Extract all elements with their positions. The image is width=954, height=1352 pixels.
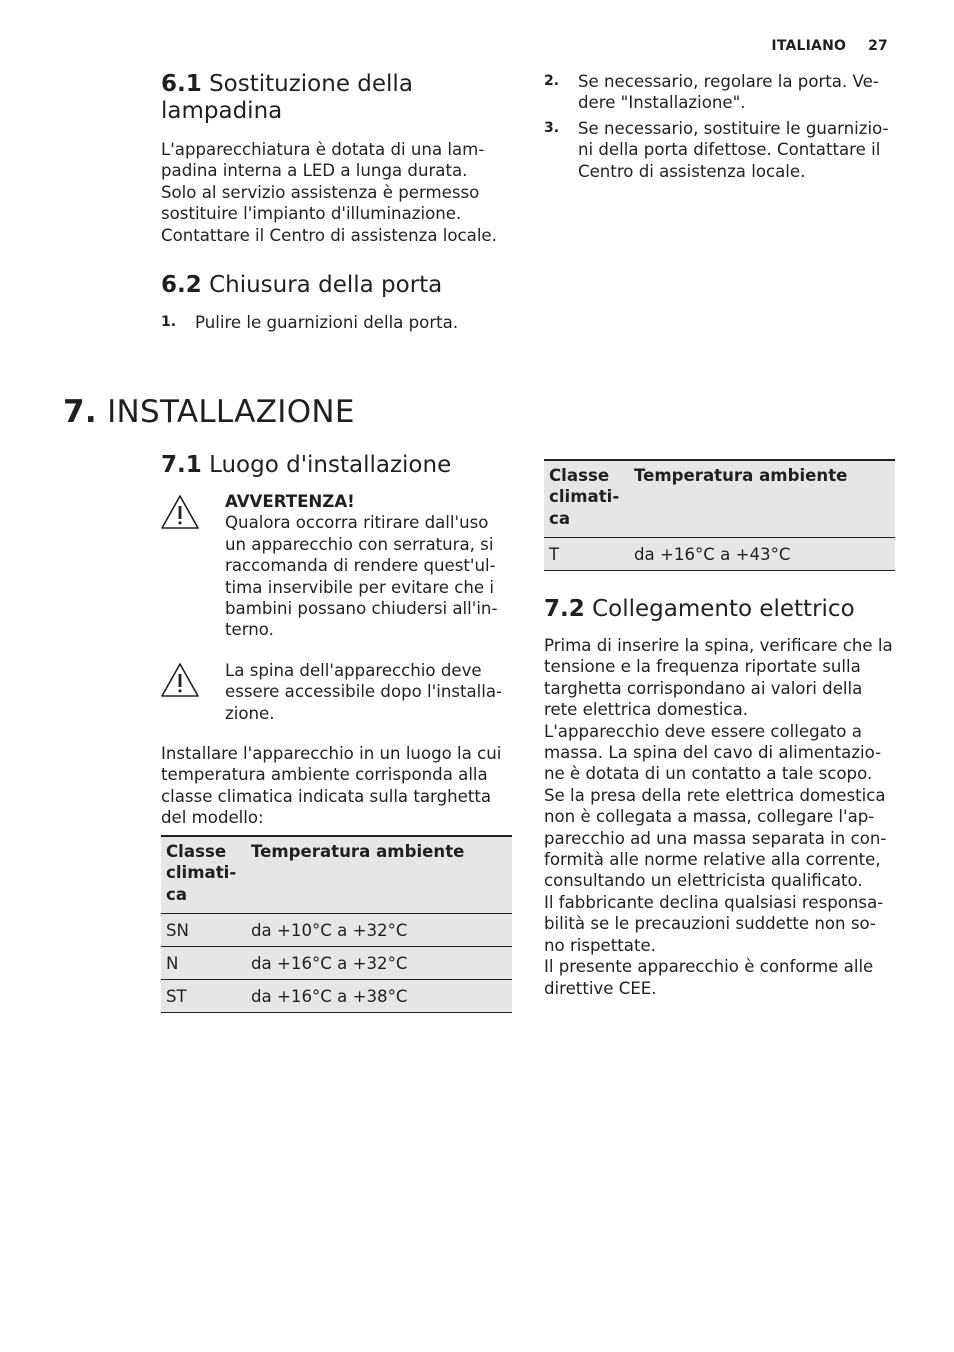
list-number: 2. xyxy=(544,73,560,89)
list-number: 1. xyxy=(161,314,177,330)
body-line: consultando un elettricista qualificato. xyxy=(544,871,863,891)
body-line: sostituire l'impianto d'illuminazione. xyxy=(161,204,462,224)
body-line: Installare l'apparecchio in un luogo la cui xyxy=(161,744,502,763)
column-header-temperature: Temperatura ambiente xyxy=(246,836,512,914)
cell-temperature: da +16°C a +43°C xyxy=(629,538,895,571)
warning-line: un apparecchio con serratura, si xyxy=(225,534,494,554)
body-line: L'apparecchiatura è dotata di una lam- xyxy=(161,140,485,159)
section-title: Chiusura della porta xyxy=(209,272,443,298)
climate-class-table xyxy=(161,835,512,1013)
warning-triangle-icon xyxy=(160,494,200,530)
cell-temperature: da +16°C a +38°C xyxy=(246,980,512,1013)
body-line: temperatura ambiente corrisponda alla xyxy=(161,765,488,785)
installation-intro xyxy=(161,743,501,829)
table-row xyxy=(161,914,512,947)
section-6-1-heading xyxy=(161,71,413,125)
list-number: 3. xyxy=(544,120,560,136)
table-row xyxy=(544,538,895,571)
warning-line: terno. xyxy=(225,620,274,640)
body-line: Se la presa della rete elettrica domestica xyxy=(544,785,886,805)
body-line: parecchio ad una massa separata in con- xyxy=(544,828,887,848)
caution-line: zione. xyxy=(225,703,275,723)
table-row xyxy=(161,980,512,1013)
body-line: Il presente apparecchio è conforme alle xyxy=(544,957,874,977)
body-line: del modello: xyxy=(161,808,264,828)
section-number: 6.1 xyxy=(161,71,202,97)
cell-class: T xyxy=(544,538,629,571)
chapter-heading xyxy=(63,394,355,430)
section-6-2-heading xyxy=(161,272,442,299)
body-line: Solo al servizio assistenza è permesso xyxy=(161,182,480,202)
section-title-line1: Sostituzione della xyxy=(209,71,413,97)
table-row xyxy=(161,947,512,980)
body-line: no rispettate. xyxy=(544,935,656,955)
section-title-line2: lampadina xyxy=(161,98,283,124)
list-text: Pulire le guarnizioni della porta. xyxy=(195,313,459,332)
warning-title: AVVERTENZA! xyxy=(225,492,355,511)
list-item xyxy=(544,118,904,184)
body-line: classe climatica indicata sulla targhetta xyxy=(161,786,492,806)
page-header xyxy=(771,38,888,54)
table-header-row xyxy=(544,460,895,538)
table-header-row xyxy=(161,836,512,914)
warning-line: Qualora occorra ritirare dall'uso xyxy=(225,513,489,533)
body-line: non è collegata a massa, collegare l'ap- xyxy=(544,807,875,827)
body-line: formità alle norme relative alla corrente, xyxy=(544,850,881,870)
section-number: 6.2 xyxy=(161,272,202,298)
section-6-1-body xyxy=(161,139,497,246)
body-line: ne è dotata di un contatto a tale scopo. xyxy=(544,764,873,784)
cell-class: SN xyxy=(161,914,246,947)
cell-class: N xyxy=(161,947,246,980)
header-language: ITALIANO xyxy=(771,38,847,54)
body-line: Prima di inserire la spina, verificare che la xyxy=(544,636,893,655)
column-header-temperature: Temperatura ambiente xyxy=(629,460,895,538)
warning-line: bambini possano chiudersi all'in- xyxy=(225,599,498,619)
section-number: 7.2 xyxy=(544,596,585,622)
body-line: L'apparecchio deve essere collegato a xyxy=(544,721,862,741)
chapter-title: INSTALLAZIONE xyxy=(107,394,355,430)
body-line: rete elettrica domestica. xyxy=(544,700,749,720)
column-header-class: Classe climati- ca xyxy=(161,836,246,914)
warning-block xyxy=(225,491,497,641)
cell-class: ST xyxy=(161,980,246,1013)
list-text: Se necessario, regolare la porta. Ve- xyxy=(578,72,879,91)
body-line: padina interna a LED a lunga durata. xyxy=(161,161,468,181)
section-7-2-body xyxy=(544,635,893,999)
section-title: Luogo d'installazione xyxy=(209,452,452,478)
list-text: dere "Installazione". xyxy=(578,93,746,113)
caution-block xyxy=(225,660,502,724)
page-number: 27 xyxy=(868,38,888,54)
body-line: tensione e la frequenza riportate sulla xyxy=(544,657,861,677)
section-number: 7.1 xyxy=(161,452,202,478)
body-line: Il fabbricante declina qualsiasi responsa- xyxy=(544,892,884,912)
chapter-number: 7. xyxy=(63,394,97,430)
list-text: ni della porta difettose. Contattare il xyxy=(578,140,881,160)
section-7-2-heading xyxy=(544,596,855,623)
list-text: Se necessario, sostituire le guarnizio- xyxy=(578,119,889,138)
body-line: direttive CEE. xyxy=(544,978,657,998)
warning-line: tima inservibile per evitare che i xyxy=(225,577,495,597)
body-line: Contattare il Centro di assistenza locale. xyxy=(161,225,497,245)
list-item xyxy=(161,312,501,334)
body-line: bilità se le precauzioni suddette non so- xyxy=(544,914,876,934)
warning-triangle-icon xyxy=(160,662,200,698)
caution-line: La spina dell'apparecchio deve xyxy=(225,661,482,680)
list-item xyxy=(544,71,904,115)
section-7-1-heading xyxy=(161,452,451,479)
list-text: Centro di assistenza locale. xyxy=(578,161,806,181)
cell-temperature: da +16°C a +32°C xyxy=(246,947,512,980)
climate-class-table-continued xyxy=(544,459,895,571)
body-line: massa. La spina del cavo di alimentazio- xyxy=(544,743,882,763)
warning-line: raccomanda di rendere quest'ul- xyxy=(225,556,496,576)
caution-line: essere accessibile dopo l'installa- xyxy=(225,682,503,702)
body-line: targhetta corrispondano ai valori della xyxy=(544,678,863,698)
cell-temperature: da +10°C a +32°C xyxy=(246,914,512,947)
section-title: Collegamento elettrico xyxy=(592,596,855,622)
column-header-class: Classe climati- ca xyxy=(544,460,629,538)
